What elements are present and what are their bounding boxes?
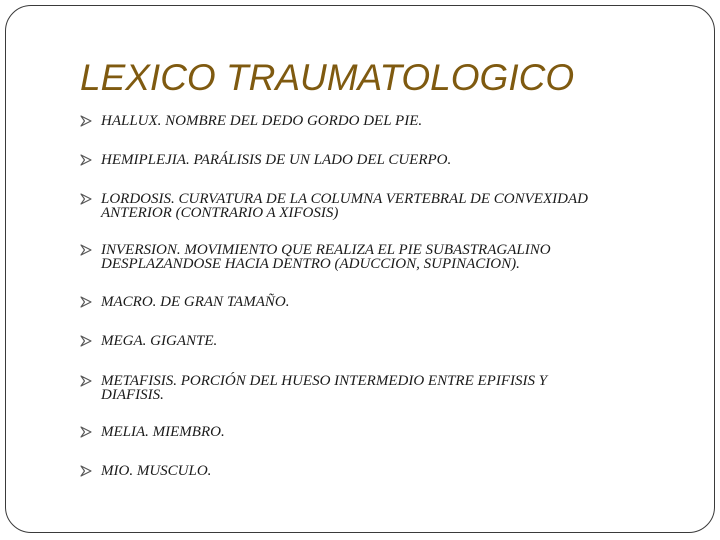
arrowhead-bullet-icon — [80, 244, 92, 256]
arrowhead-bullet-icon — [80, 465, 92, 477]
item-line: MACRO. DE GRAN TAMAÑO. — [101, 294, 290, 310]
item-line: DESPLAZANDOSE HACIA DENTRO (ADUCCION, SUPINACION). — [101, 256, 520, 272]
item-line: HALLUX. NOMBRE DEL DEDO GORDO DEL PIE. — [101, 113, 423, 129]
item-line: METAFISIS. PORCIÓN DEL HUESO INTERMEDIO ENTRE EPIFISIS Y — [101, 373, 548, 389]
item-line: MIO. MUSCULO. — [101, 463, 212, 479]
arrowhead-bullet-icon — [80, 335, 92, 347]
slide-title: LEXICO TRAUMATOLOGICO — [80, 57, 575, 98]
item-line: LORDOSIS. CURVATURA DE LA COLUMNA VERTEBRAL DE CONVEXIDAD — [101, 191, 588, 207]
item-line: INVERSION. MOVIMIENTO QUE REALIZA EL PIE SUBASTRAGALINO — [101, 242, 551, 258]
arrowhead-bullet-icon — [80, 426, 92, 438]
arrowhead-bullet-icon — [80, 154, 92, 166]
item-line: ANTERIOR (CONTRARIO A XIFOSIS) — [101, 205, 339, 221]
arrowhead-bullet-icon — [80, 296, 92, 308]
arrowhead-bullet-icon — [80, 115, 92, 127]
item-line: MELIA. MIEMBRO. — [101, 424, 225, 440]
item-line: MEGA. GIGANTE. — [101, 333, 218, 349]
arrowhead-bullet-icon — [80, 193, 92, 205]
item-line: HEMIPLEJIA. PARÁLISIS DE UN LADO DEL CUERPO. — [101, 152, 452, 168]
arrowhead-bullet-icon — [80, 375, 92, 387]
item-line: DIAFISIS. — [101, 387, 164, 403]
